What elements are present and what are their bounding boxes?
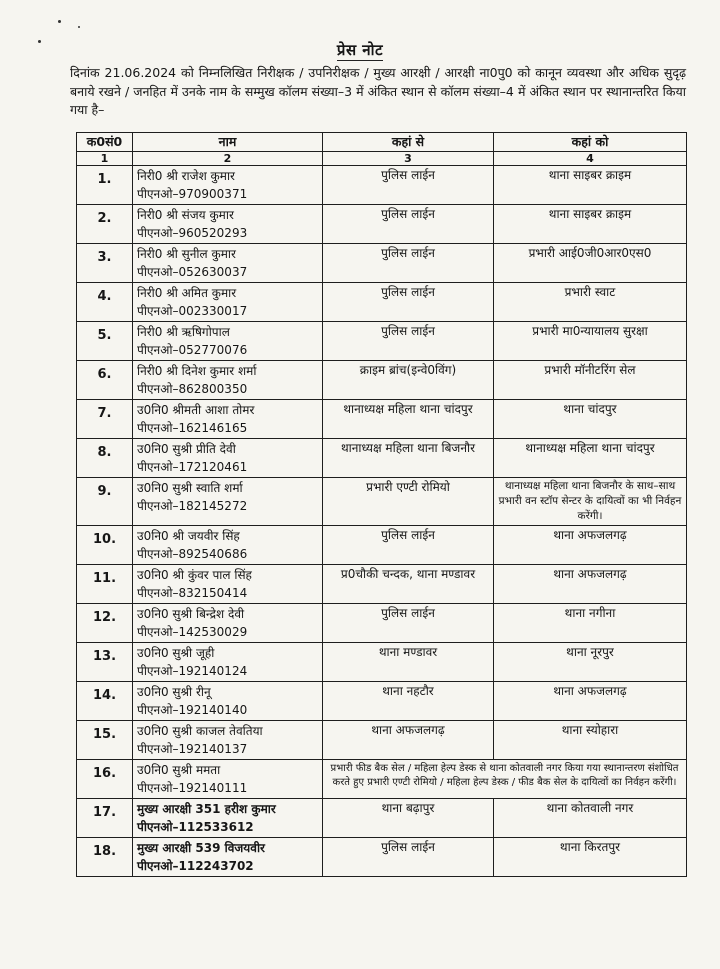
- officer-name: उ0नि0 श्री जयवीर सिंह: [137, 529, 240, 543]
- serial-number: 16.: [77, 760, 133, 799]
- table-row: [77, 205, 687, 244]
- table-row: [77, 322, 687, 361]
- serial-number: 5.: [77, 322, 133, 361]
- serial-number: 6.: [77, 361, 133, 400]
- header-sno: क0सं0: [77, 133, 133, 152]
- officer-pno: पीएनओ–832150414: [137, 586, 248, 600]
- officer-cell: [133, 439, 323, 478]
- from-location: प्र0चौकी चन्दक, थाना मण्डावर: [323, 565, 494, 604]
- intro-paragraph: दिनांक 21.06.2024 को निम्नलिखित निरीक्षक / उपनिरीक्षक / मुख्य आरक्षी / आरक्षी ना0पु0 को कानून व्यवस्था और अधिक सुदृढ़ बनाये रखने / जनहित में उनके नाम के सम्मुख कॉलम संख्या–3 में अंकित स्थान से कॉलम संख्या–4 में अंकित स्थान पर स्थानान्तरित किया गया है–: [70, 65, 686, 117]
- officer-cell: [133, 244, 323, 283]
- to-location: प्रभारी मा0न्यायालय सुरक्षा: [494, 322, 687, 361]
- officer-cell: [133, 682, 323, 721]
- to-location: थाना अफजलगढ़: [494, 526, 687, 565]
- serial-number: 12.: [77, 604, 133, 643]
- officer-name: उ0नि0 सुश्री बिन्द्रेश देवी: [137, 607, 245, 621]
- table-row: [77, 166, 687, 205]
- from-location: थानाध्यक्ष महिला थाना बिजनौर: [323, 439, 494, 478]
- officer-name: निरी0 श्री राजेश कुमार: [137, 169, 235, 183]
- officer-cell: [133, 478, 323, 526]
- officer-cell: [133, 643, 323, 682]
- header-to: कहां को: [494, 133, 687, 152]
- serial-number: 11.: [77, 565, 133, 604]
- table-row: [77, 400, 687, 439]
- header-name: नाम: [133, 133, 323, 152]
- to-location: थानाध्यक्ष महिला थाना बिजनौर के साथ–साथ प्रभारी वन स्टॉप सेन्टर के दायित्वों का भी निर्वहन करेंगी।: [494, 478, 687, 526]
- column-number: 1: [77, 152, 133, 166]
- serial-number: 15.: [77, 721, 133, 760]
- officer-name: उ0नि0 सुश्री प्रीति देवी: [137, 442, 236, 456]
- officer-pno: पीएनओ–142530029: [137, 625, 248, 639]
- merged-remark: प्रभारी फीड बैक सेल / महिला हेल्प डेस्क से थाना कोतवाली नगर किया गया स्थानान्तरण संशोधित करते हुए प्रभारी एण्टी रोमियो / महिला हेल्प डेस्क / फीड बैक सेल के दायित्वों का निर्वहन करेंगी।: [323, 760, 687, 799]
- officer-pno: पीएनओ–970900371: [137, 187, 248, 201]
- transfer-table: [76, 132, 687, 877]
- scan-speck: [78, 26, 80, 28]
- officer-name: निरी0 श्री दिनेश कुमार शर्मा: [137, 364, 257, 378]
- from-location: पुलिस लाईन: [323, 244, 494, 283]
- to-location: थाना चांदपुर: [494, 400, 687, 439]
- officer-cell: [133, 205, 323, 244]
- officer-name: उ0नि0 सुश्री स्वाति शर्मा: [137, 481, 243, 495]
- to-location: प्रभारी स्वाट: [494, 283, 687, 322]
- officer-pno: पीएनओ–192140124: [137, 664, 248, 678]
- serial-number: 4.: [77, 283, 133, 322]
- officer-pno: पीएनओ–052770076: [137, 343, 248, 357]
- to-location: थाना नगीना: [494, 604, 687, 643]
- table-row: [77, 283, 687, 322]
- to-location: थाना कोतवाली नगर: [494, 799, 687, 838]
- serial-number: 7.: [77, 400, 133, 439]
- officer-cell: [133, 526, 323, 565]
- serial-number: 13.: [77, 643, 133, 682]
- from-location: थाना मण्डावर: [323, 643, 494, 682]
- from-location: पुलिस लाईन: [323, 526, 494, 565]
- officer-pno: पीएनओ–192140111: [137, 781, 248, 795]
- table-row: [77, 721, 687, 760]
- officer-name: निरी0 श्री सुनील कुमार: [137, 247, 236, 261]
- from-location: थाना नहटौर: [323, 682, 494, 721]
- to-location: थाना किरतपुर: [494, 838, 687, 877]
- officer-name: मुख्य आरक्षी 539 विजयवीर: [137, 841, 265, 855]
- officer-pno: पीएनओ–002330017: [137, 304, 248, 318]
- serial-number: 10.: [77, 526, 133, 565]
- officer-name: उ0नि0 श्रीमती आशा तोमर: [137, 403, 255, 417]
- officer-pno: पीएनओ–892540686: [137, 547, 248, 561]
- table-row: [77, 361, 687, 400]
- officer-name: निरी0 श्री संजय कुमार: [137, 208, 234, 222]
- serial-number: 2.: [77, 205, 133, 244]
- from-location: पुलिस लाईन: [323, 322, 494, 361]
- from-location: पुलिस लाईन: [323, 838, 494, 877]
- column-number: 3: [323, 152, 494, 166]
- officer-cell: [133, 721, 323, 760]
- officer-cell: [133, 799, 323, 838]
- officer-name: मुख्य आरक्षी 351 हरीश कुमार: [137, 802, 276, 816]
- officer-cell: [133, 283, 323, 322]
- officer-pno: पीएनओ–862800350: [137, 382, 248, 396]
- to-location: थाना साइबर क्राइम: [494, 166, 687, 205]
- from-location: पुलिस लाईन: [323, 166, 494, 205]
- page-title: प्रेस नोट: [336, 41, 384, 59]
- serial-number: 14.: [77, 682, 133, 721]
- officer-pno: पीएनओ–112533612: [137, 820, 254, 834]
- serial-number: 9.: [77, 478, 133, 526]
- table-row: [77, 643, 687, 682]
- table-row: [77, 760, 687, 799]
- officer-pno: पीएनओ–162146165: [137, 421, 248, 435]
- officer-cell: [133, 166, 323, 205]
- from-location: क्राइम ब्रांच(इन्वे0विंग): [323, 361, 494, 400]
- to-location: थाना स्योहारा: [494, 721, 687, 760]
- officer-pno: पीएनओ–172120461: [137, 460, 248, 474]
- officer-pno: पीएनओ–182145272: [137, 499, 248, 513]
- to-location: थाना अफजलगढ़: [494, 565, 687, 604]
- serial-number: 17.: [77, 799, 133, 838]
- to-location: थाना नूरपुर: [494, 643, 687, 682]
- officer-cell: [133, 400, 323, 439]
- officer-pno: पीएनओ–960520293: [137, 226, 248, 240]
- column-number-row: [77, 152, 687, 166]
- officer-name: निरी0 श्री अमित कुमार: [137, 286, 237, 300]
- table-row: [77, 799, 687, 838]
- officer-name: निरी0 श्री ऋषिगोपाल: [137, 325, 230, 339]
- officer-cell: [133, 322, 323, 361]
- to-location: थानाध्यक्ष महिला थाना चांदपुर: [494, 439, 687, 478]
- table-row: [77, 439, 687, 478]
- serial-number: 1.: [77, 166, 133, 205]
- officer-cell: [133, 838, 323, 877]
- officer-pno: पीएनओ–192140140: [137, 703, 248, 717]
- officer-cell: [133, 604, 323, 643]
- from-location: थानाध्यक्ष महिला थाना चांदपुर: [323, 400, 494, 439]
- officer-name: उ0नि0 सुश्री ममता: [137, 763, 221, 777]
- table-row: [77, 838, 687, 877]
- scan-speck: [58, 20, 61, 23]
- from-location: पुलिस लाईन: [323, 205, 494, 244]
- officer-pno: पीएनओ–192140137: [137, 742, 248, 756]
- to-location: प्रभारी आई0जी0आर0एस0: [494, 244, 687, 283]
- table-row: [77, 526, 687, 565]
- officer-name: उ0नि0 श्री कुंवर पाल सिंह: [137, 568, 252, 582]
- from-location: थाना बढ़ापुर: [323, 799, 494, 838]
- officer-cell: [133, 760, 323, 799]
- to-location: प्रभारी मॉनीटरिंग सेल: [494, 361, 687, 400]
- serial-number: 18.: [77, 838, 133, 877]
- officer-name: उ0नि0 सुश्री काजल तेवतिया: [137, 724, 263, 738]
- from-location: पुलिस लाईन: [323, 604, 494, 643]
- from-location: प्रभारी एण्टी रोमियो: [323, 478, 494, 526]
- from-location: थाना अफजलगढ़: [323, 721, 494, 760]
- column-number: 2: [133, 152, 323, 166]
- table-row: [77, 682, 687, 721]
- serial-number: 8.: [77, 439, 133, 478]
- officer-name: उ0नि0 सुश्री रीनू: [137, 685, 211, 699]
- officer-name: उ0नि0 सुश्री जूही: [137, 646, 215, 660]
- serial-number: 3.: [77, 244, 133, 283]
- table-row: [77, 604, 687, 643]
- officer-cell: [133, 565, 323, 604]
- table-row: [77, 244, 687, 283]
- table-row: [77, 478, 687, 526]
- officer-pno: पीएनओ–052630037: [137, 265, 248, 279]
- to-location: थाना साइबर क्राइम: [494, 205, 687, 244]
- header-row: [77, 133, 687, 152]
- from-location: पुलिस लाईन: [323, 283, 494, 322]
- to-location: थाना अफजलगढ़: [494, 682, 687, 721]
- officer-cell: [133, 361, 323, 400]
- officer-pno: पीएनओ–112243702: [137, 859, 254, 873]
- column-number: 4: [494, 152, 687, 166]
- header-from: कहां से: [323, 133, 494, 152]
- table-row: [77, 565, 687, 604]
